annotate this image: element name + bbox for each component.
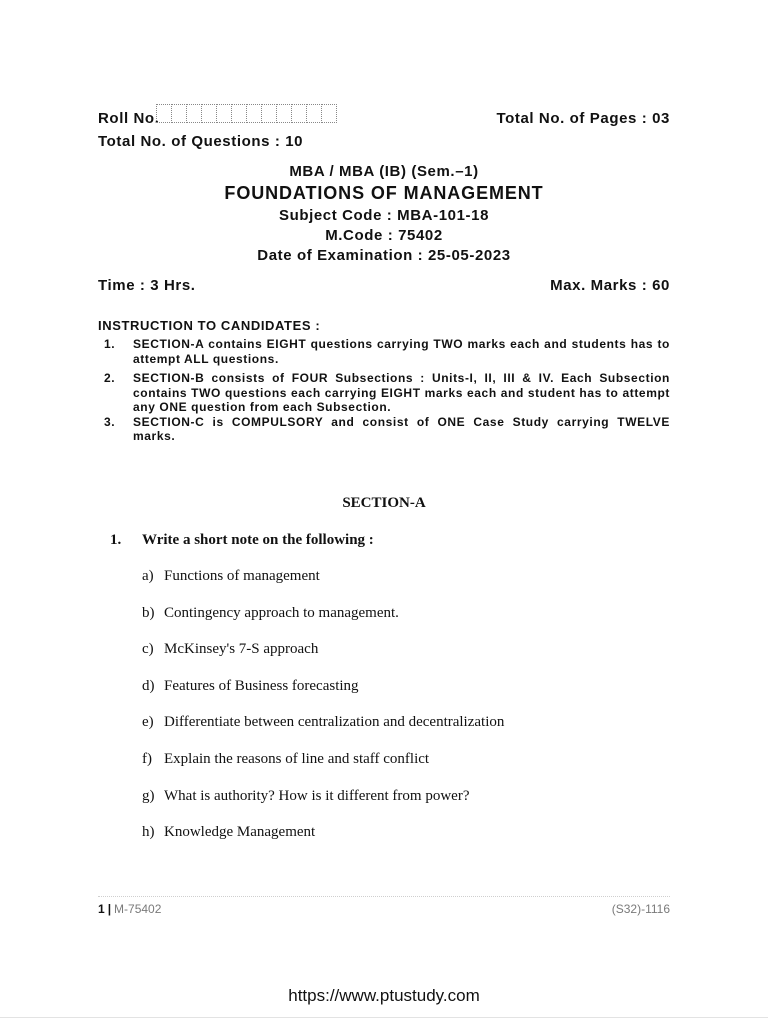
roll-no-label: Roll No. <box>98 110 160 127</box>
question-part <box>142 714 504 731</box>
instructions-list <box>98 337 670 444</box>
question-text: Write a short note on the following : <box>142 532 374 548</box>
roll-no-box <box>201 104 217 123</box>
instruction-text: SECTION-C is COMPULSORY and consist of ONE Case Study carrying TWELVE marks. <box>133 414 670 443</box>
instruction-text: SECTION-B consists of FOUR Subsections : Units-I, II, III & IV. Each Subsection contains TWO questions each carrying EIGHT marks each and student has to attempt any ONE question from each Subsection. <box>133 371 670 414</box>
part-label: e) <box>142 714 154 730</box>
question-number: 1. <box>110 532 122 548</box>
bottom-divider <box>0 1017 768 1018</box>
instruction-item <box>98 337 670 366</box>
total-pages: Total No. of Pages : 03 <box>496 110 670 127</box>
roll-no-box <box>306 104 322 123</box>
roll-no-box <box>246 104 262 123</box>
roll-no-box <box>276 104 292 123</box>
m-code: M.Code : 75402 <box>325 227 443 244</box>
subject-title: FOUNDATIONS OF MANAGEMENT <box>224 183 544 203</box>
question-part <box>142 568 320 585</box>
exam-date: Date of Examination : 25-05-2023 <box>257 247 511 264</box>
section-a-heading: SECTION-A <box>342 495 426 511</box>
part-label: g) <box>142 788 155 804</box>
instruction-number: 1. <box>104 337 116 351</box>
roll-no-box <box>216 104 232 123</box>
question-part <box>142 824 315 841</box>
instruction-item <box>98 371 670 415</box>
footer-divider <box>98 896 670 897</box>
course-title: MBA / MBA (IB) (Sem.–1) <box>289 163 479 180</box>
part-label: c) <box>142 641 154 657</box>
part-text: Functions of management <box>164 568 320 584</box>
part-label: a) <box>142 568 154 584</box>
roll-no-box <box>291 104 307 123</box>
footer-m-code: M-75402 <box>114 902 162 916</box>
website-url[interactable]: https://www.ptustudy.com <box>288 986 480 1005</box>
part-text: What is authority? How is it different from power? <box>164 788 470 804</box>
instruction-number: 3. <box>104 414 116 429</box>
part-text: Knowledge Management <box>164 824 316 840</box>
part-text: Contingency approach to management. <box>164 605 399 621</box>
roll-no-box <box>321 104 337 123</box>
question-part <box>142 641 318 658</box>
instruction-item <box>98 415 670 444</box>
roll-no-box <box>231 104 247 123</box>
question-part <box>142 751 429 768</box>
part-text: Explain the reasons of line and staff conflict <box>164 751 430 767</box>
roll-no-boxes <box>156 104 336 123</box>
page-number: 1 <box>98 902 105 916</box>
roll-no-box <box>156 104 172 123</box>
instruction-text: SECTION-A contains EIGHT questions carrying TWO marks each and students has to attempt ALL questions. <box>133 337 670 366</box>
footer-separator: | <box>107 902 112 916</box>
part-label: b) <box>142 605 155 621</box>
roll-no-box <box>261 104 277 123</box>
part-text: Features of Business forecasting <box>164 678 359 694</box>
roll-no-box <box>171 104 187 123</box>
max-marks: Max. Marks : 60 <box>550 277 670 294</box>
part-text: Differentiate between centralization and decentralization <box>164 714 505 730</box>
subject-code: Subject Code : MBA-101-18 <box>278 207 490 224</box>
instructions-heading: INSTRUCTION TO CANDIDATES : <box>98 318 321 333</box>
question-part <box>142 788 469 805</box>
total-questions: Total No. of Questions : 10 <box>98 133 304 150</box>
part-label: f) <box>142 751 152 767</box>
part-label: d) <box>142 678 155 694</box>
exam-time: Time : 3 Hrs. <box>98 277 196 294</box>
footer-page-info <box>98 902 161 916</box>
question-part <box>142 605 399 622</box>
part-label: h) <box>142 824 155 840</box>
part-text: McKinsey's 7-S approach <box>164 641 319 657</box>
instruction-number: 2. <box>104 371 116 385</box>
roll-no-box <box>186 104 202 123</box>
footer-paper-code: (S32)-1116 <box>611 902 670 916</box>
question-part <box>142 678 359 695</box>
